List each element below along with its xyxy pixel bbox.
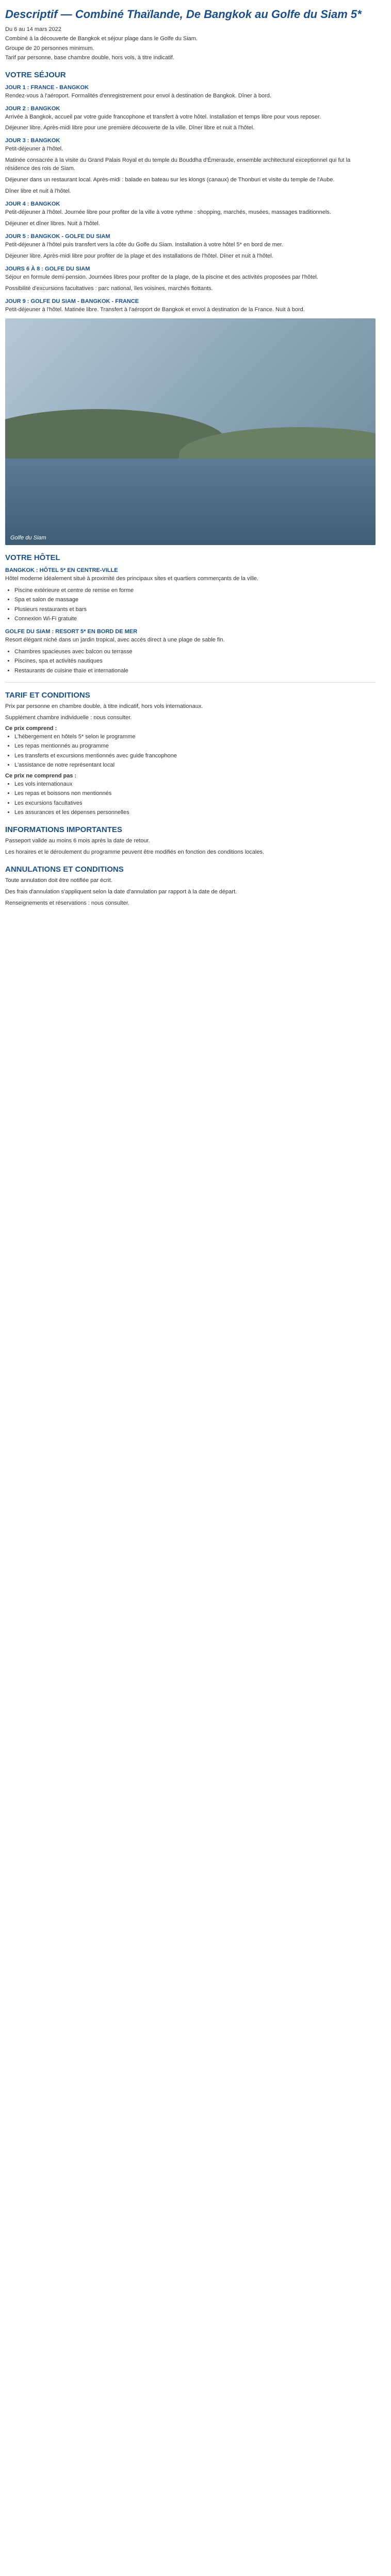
program-paragraph: Déjeuner et dîner libres. Nuit à l'hôtel. — [5, 221, 100, 227]
hotel-amenity: • Connexion Wi-Fi gratuite — [14, 615, 376, 623]
excludes-list — [14, 780, 376, 817]
price-paragraph: Prix par personne en chambre double, à titre indicatif, hors vols internationaux. — [5, 703, 203, 710]
hotel-amenity: • Spa et salon de massage — [14, 596, 376, 604]
program-paragraph: Dîner libre et nuit à l'hôtel. — [5, 188, 71, 195]
page-title: Descriptif — Combiné Thaïlande, De Bangkok au Golfe du Siam 5* — [5, 8, 362, 21]
program-day-title: JOUR 3 : BANGKOK — [5, 138, 60, 144]
hotel-paragraph: Hôtel moderne idéalement situé à proximité des principaux sites et quartiers commerçants de la ville. — [5, 575, 258, 582]
excludes-item: • Les assurances et les dépenses personnelles — [14, 808, 376, 817]
hotel-name: GOLFE DU SIAM : RESORT 5* EN BORD DE MER — [5, 628, 138, 635]
cancel-paragraph: Renseignements et réservations : nous consulter. — [5, 900, 129, 906]
includes-item: • L'assistance de notre représentant local — [14, 761, 376, 770]
includes-item: • Les transferts et excursions mentionnés avec guide francophone — [14, 752, 376, 760]
meta-line: Combiné à la découverte de Bangkok et séjour plage dans le Golfe du Siam. — [5, 36, 198, 42]
includes-label: Ce prix comprend : — [5, 725, 57, 732]
cancel-paragraph: Toute annulation doit être notifiée par écrit. — [5, 877, 112, 884]
program-day-title: JOUR 1 : FRANCE - BANGKOK — [5, 84, 89, 91]
price-paragraph: Supplément chambre individuelle : nous consulter. — [5, 714, 132, 721]
info-title: INFORMATIONS IMPORTANTES — [5, 825, 122, 834]
hotel-amenity: • Restaurants de cuisine thaïe et internationale — [14, 667, 376, 675]
price-block — [5, 703, 376, 722]
summary-title: VOTRE SÉJOUR — [5, 70, 66, 79]
page-wrapper — [0, 7, 381, 908]
excludes-label: Ce prix ne comprend pas : — [5, 772, 77, 779]
excludes-item: • Les excursions facultatives — [14, 799, 376, 808]
cancel-title: ANNULATIONS ET CONDITIONS — [5, 865, 124, 874]
hotel-amenities — [14, 648, 376, 675]
hotel-amenity: • Plusieurs restaurants et bars — [14, 605, 376, 614]
program-paragraph: Déjeuner libre. Après-midi libre pour une première découverte de la ville. Dîner libre et nuit à l'hôtel. — [5, 125, 255, 131]
program-day-title: JOURS 6 À 8 : GOLFE DU SIAM — [5, 265, 90, 272]
info-paragraph: Passeport valide au moins 6 mois après la date de retour. — [5, 837, 150, 844]
info-block — [5, 837, 376, 857]
hotel-title: VOTRE HÔTEL — [5, 553, 60, 562]
program-paragraph: Déjeuner dans un restaurant local. Après-midi : balade en bateau sur les klongs (canaux) de Thonburi et visite du temple de l'Aube. — [5, 177, 335, 183]
photo-sea — [5, 459, 376, 545]
hotel-amenity: • Chambres spacieuses avec balcon ou terrasse — [14, 648, 376, 656]
program-paragraph: Petit-déjeuner à l'hôtel. Journée libre pour profiter de la ville à votre rythme : shopping, marchés, musées, massages traditionnels. — [5, 209, 331, 216]
destination-photo — [5, 318, 376, 545]
hotels — [5, 567, 376, 675]
program-paragraph: Petit-déjeuner à l'hôtel. — [5, 146, 63, 152]
program-paragraph: Déjeuner libre. Après-midi libre pour profiter de la plage et des installations de l'hôtel. Dîner et nuit à l'hôtel. — [5, 252, 273, 259]
hotel-amenity: • Piscines, spa et activités nautiques — [14, 657, 376, 666]
page — [5, 7, 376, 908]
program-day-title: JOUR 5 : BANGKOK - GOLFE DU SIAM — [5, 233, 110, 240]
program-paragraph: Petit-déjeuner à l'hôtel. Matinée libre. Transfert à l'aéroport de Bangkok et envol à destination de la France. Nuit à bord. — [5, 306, 305, 313]
program-paragraph: Possibilité d'excursions facultatives : parc national, îles voisines, marchés flottants. — [5, 285, 213, 292]
meta-line: Du 6 au 14 mars 2022 — [5, 26, 61, 32]
divider — [5, 682, 376, 683]
price-title: TARIF ET CONDITIONS — [5, 691, 90, 700]
meta-line: Tarif par personne, base chambre double, hors vols, à titre indicatif. — [5, 55, 174, 61]
includes-list — [14, 733, 376, 770]
cancel-block — [5, 877, 376, 908]
program-day-title: JOUR 9 : GOLFE DU SIAM - BANGKOK - FRANCE — [5, 298, 139, 304]
meta-block — [5, 25, 376, 62]
hotel-paragraph: Resort élégant niché dans un jardin tropical, avec accès direct à une plage de sable fin. — [5, 636, 225, 643]
excludes-item: • Les repas et boissons non mentionnés — [14, 789, 376, 798]
includes-item: • Les repas mentionnés au programme — [14, 742, 376, 751]
excludes-item: • Les vols internationaux — [14, 780, 376, 789]
program-day-title: JOUR 2 : BANGKOK — [5, 105, 60, 112]
program — [5, 84, 376, 314]
cancel-paragraph: Des frais d'annulation s'appliquent selon la date d'annulation par rapport à la date de départ. — [5, 888, 237, 895]
program-paragraph: Matinée consacrée à la visite du Grand Palais Royal et du temple du Bouddha d'Émeraude, ensemble architectural exceptionnel qui fut la résidence des rois de Siam. — [5, 157, 351, 172]
hotel-amenities — [14, 586, 376, 623]
includes-item: • L'hébergement en hôtels 5* selon le programme — [14, 733, 376, 741]
program-day-title: JOUR 4 : BANGKOK — [5, 201, 60, 208]
program-paragraph: Petit-déjeuner à l'hôtel puis transfert vers la côte du Golfe du Siam. Installation à votre hôtel 5* en bord de mer. — [5, 241, 283, 248]
program-paragraph: Rendez-vous à l'aéroport. Formalités d'enregistrement pour envol à destination de Bangkok. Dîner à bord. — [5, 92, 271, 99]
program-paragraph: Arrivée à Bangkok, accueil par votre guide francophone et transfert à votre hôtel. Installation et temps libre pour vous reposer. — [5, 113, 321, 120]
program-paragraph: Séjour en formule demi-pension. Journées libres pour profiter de la plage, de la piscine et des activités proposées par l'hôtel. — [5, 274, 318, 280]
hotel-amenity: • Piscine extérieure et centre de remise en forme — [14, 586, 376, 595]
hotel-name: BANGKOK : HÔTEL 5* EN CENTRE-VILLE — [5, 567, 118, 573]
info-paragraph: Les horaires et le déroulement du programme peuvent être modifiés en fonction des conditions locales. — [5, 849, 265, 855]
photo-caption: Golfe du Siam — [10, 534, 46, 541]
meta-line: Groupe de 20 personnes minimum. — [5, 45, 94, 52]
